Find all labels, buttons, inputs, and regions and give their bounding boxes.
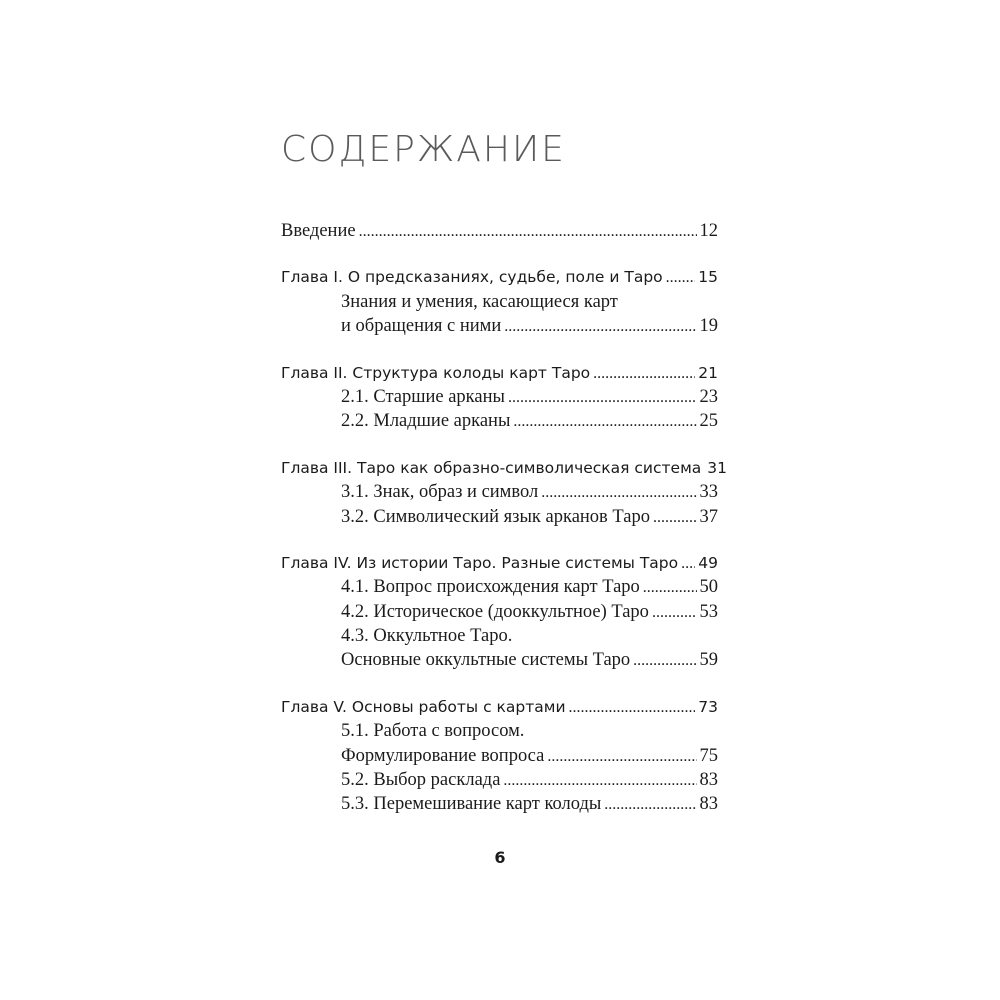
toc-entry-title: Глава IV. Из истории Таро. Разные системы Таро [281, 553, 679, 572]
toc-entry-section[interactable] [281, 314, 718, 338]
toc-entry-title: 2.1. Старшие арканы [341, 386, 505, 407]
page-number: 6 [494, 848, 506, 867]
toc-entry-chapter-2[interactable] [281, 361, 718, 385]
table-of-contents [281, 219, 728, 817]
leader-dots [653, 506, 697, 530]
toc-entry-page: 53 [699, 601, 718, 622]
toc-entry-section[interactable] [281, 290, 718, 314]
toc-entry-page: 12 [699, 221, 718, 241]
toc-entry-page: 19 [699, 316, 718, 337]
toc-entry-page: 83 [699, 794, 718, 815]
toc-entry-section[interactable] [281, 624, 718, 648]
toc-entry-page: 49 [698, 553, 718, 572]
toc-entry-page: 37 [699, 506, 718, 527]
toc-entry-page: 75 [699, 745, 718, 766]
toc-entry-page: 59 [699, 650, 718, 671]
toc-entry-title: 2.2. Младшие арканы [341, 411, 511, 432]
toc-entry-section[interactable] [281, 505, 718, 529]
toc-entry-section[interactable] [281, 600, 718, 624]
leader-dots [504, 315, 696, 339]
leader-dots [666, 266, 696, 290]
leader-dots [643, 576, 697, 600]
leader-dots [681, 552, 695, 576]
toc-entry-section[interactable] [281, 575, 718, 599]
toc-entry-chapter-3[interactable] [281, 456, 728, 480]
toc-entry-title: Глава III. Таро как образно-символическая система [281, 458, 702, 477]
toc-entry-section[interactable] [281, 480, 718, 504]
leader-dots [541, 481, 696, 505]
toc-entry-title: Глава II. Структура колоды карт Таро [281, 363, 591, 382]
toc-entry-title: 4.2. Историческое (дооккультное) Таро [341, 601, 649, 622]
toc-entry-title: 3.2. Символический язык арканов Таро [341, 506, 650, 527]
toc-entry-intro[interactable] [281, 219, 718, 243]
toc-entry-section[interactable] [281, 768, 718, 792]
toc-entry-section[interactable] [281, 792, 718, 816]
leader-dots [513, 410, 696, 434]
toc-entry-title: 5.3. Перемешивание карт колоды [341, 794, 602, 815]
toc-entry-chapter-5[interactable] [281, 695, 718, 719]
toc-entry-section[interactable] [281, 409, 718, 433]
toc-entry-title: 5.2. Выбор расклада [341, 770, 501, 791]
leader-dots [569, 696, 696, 720]
toc-entry-page: 15 [698, 268, 718, 287]
page-title: СОДЕРЖАНИЕ [281, 129, 566, 170]
toc-entry-section[interactable] [281, 744, 718, 768]
leader-dots [652, 601, 697, 625]
toc-entry-chapter-1[interactable] [281, 265, 718, 289]
toc-entry-title: 4.3. Оккультное Таро. [341, 626, 513, 647]
toc-entry-page: 31 [707, 458, 728, 477]
toc-entry-page: 33 [699, 482, 718, 503]
toc-entry-chapter-4[interactable] [281, 551, 718, 575]
leader-dots [508, 386, 697, 410]
toc-entry-title: Введение [281, 221, 356, 241]
toc-entry-page: 23 [699, 386, 718, 407]
toc-entry-section[interactable] [281, 385, 718, 409]
toc-entry-section[interactable] [281, 648, 718, 672]
toc-entry-title: Формулирование вопроса [341, 745, 545, 766]
leader-dots [503, 769, 696, 793]
toc-entry-page: 83 [699, 770, 718, 791]
leader-dots [593, 362, 695, 386]
toc-entry-title: 3.1. Знак, образ и символ [341, 482, 539, 503]
toc-entry-section[interactable] [281, 719, 718, 743]
toc-entry-title: Глава I. О предсказаниях, судьбе, поле и Таро [281, 268, 663, 287]
toc-entry-page: 21 [698, 363, 718, 382]
toc-entry-page: 73 [698, 697, 718, 716]
toc-entry-title: 4.1. Вопрос происхождения карт Таро [341, 577, 640, 598]
toc-entry-title: Знания и умения, касающиеся карт [341, 291, 618, 312]
leader-dots [359, 220, 697, 244]
toc-entry-title: Основные оккультные системы Таро [341, 650, 631, 671]
toc-entry-page: 50 [699, 577, 718, 598]
toc-entry-title: Глава V. Основы работы с картами [281, 697, 566, 716]
leader-dots [604, 793, 696, 817]
leader-dots [547, 745, 696, 769]
toc-entry-title: 5.1. Работа с вопросом. [341, 721, 525, 742]
toc-entry-title: и обращения с ними [341, 316, 502, 337]
leader-dots [633, 649, 696, 673]
toc-entry-page: 25 [699, 411, 718, 432]
